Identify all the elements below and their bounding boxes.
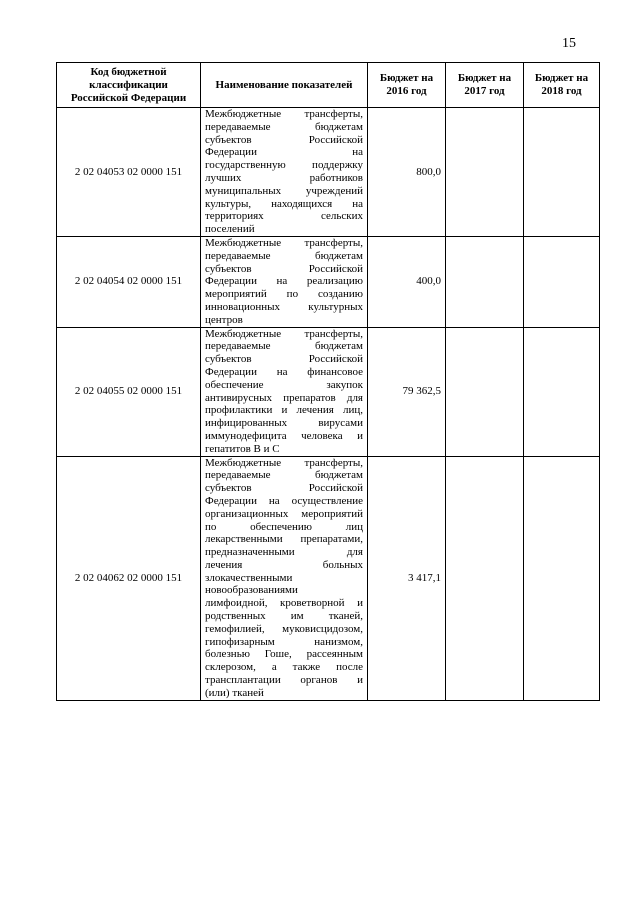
cell-name [201,236,368,327]
name-line: Межбюджетные трансферты, [205,236,363,249]
name-line: гипофизарным нанизмом, [205,635,363,648]
cell-code: 2 02 04055 02 0000 151 [57,327,201,456]
table-row [57,456,600,700]
page-number: 15 [562,36,576,51]
name-line: субъектов Российской [205,353,363,366]
name-line: лучших работников [205,171,363,184]
name-line: склерозом, а также после [205,661,363,674]
name-line: Федерации на реализацию [205,275,363,288]
cell-budget-2018 [524,108,600,237]
table-row [57,236,600,327]
name-line: по обеспечению лиц [205,520,363,533]
name-line: субъектов Российской [205,133,363,146]
cell-budget-2017 [446,236,524,327]
header-code: Код бюджетной классификации Российской Федерации [57,63,201,108]
table-header-row [57,63,600,108]
cell-budget-2016: 800,0 [368,108,446,237]
name-line: гепатитов В и С [205,442,280,455]
cell-code: 2 02 04062 02 0000 151 [57,456,201,700]
name-line: культуры, находящихся на [205,197,363,210]
name-line: профилактики и лечения лиц, [205,404,363,417]
cell-budget-2018 [524,456,600,700]
cell-budget-2016: 79 362,5 [368,327,446,456]
cell-budget-2018 [524,327,600,456]
header-budget-2018: Бюджет на 2018 год [524,63,600,108]
name-line: лимфоидной, кроветворной и [205,597,363,610]
name-line: (или) тканей [205,686,264,699]
name-line: Межбюджетные трансферты, [205,108,363,120]
name-line: гемофилией, муковисцидозом, [205,622,363,635]
name-line: инфицированных вирусами [205,417,363,430]
name-line: субъектов Российской [205,262,363,275]
name-line: родственных им тканей, [205,610,363,623]
cell-budget-2016: 400,0 [368,236,446,327]
name-line: центров [205,313,243,326]
header-budget-2017: Бюджет на 2017 год [446,63,524,108]
name-line: злокачественными [205,571,293,584]
name-line: субъектов Российской [205,482,363,495]
name-line: лекарственными препаратами, [205,533,363,546]
table-row [57,108,600,237]
name-line: передаваемые бюджетам [205,340,363,353]
cell-name [201,456,368,700]
name-line: территориях сельских [205,210,363,223]
header-name: Наименование показателей [201,63,368,108]
name-line: организационных мероприятий [205,507,363,520]
cell-name [201,327,368,456]
name-line: Федерации на финансовое [205,365,363,378]
name-line: государственную поддержку [205,159,363,172]
name-line: трансплантации органов и [205,674,363,687]
cell-budget-2017 [446,108,524,237]
name-line: передаваемые бюджетам [205,469,363,482]
budget-table [56,62,600,701]
name-line: мероприятий по созданию [205,288,363,301]
name-line: иммунодефицита человека и [205,429,363,442]
name-line: передаваемые бюджетам [205,249,363,262]
name-line: новообразованиями [205,584,298,597]
name-line: болезнью Гоше, рассеянным [205,648,363,661]
cell-budget-2017 [446,327,524,456]
name-line: Федерации на осуществление [205,494,363,507]
name-line: обеспечение закупок [205,378,363,391]
cell-name [201,108,368,237]
header-budget-2016: Бюджет на 2016 год [368,63,446,108]
name-line: муниципальных учреждений [205,184,363,197]
name-line: инновационных культурных [205,300,363,313]
table-row [57,327,600,456]
name-line: поселений [205,223,255,236]
name-line: Межбюджетные трансферты, [205,456,363,469]
name-line: предназначенными для [205,546,363,559]
cell-budget-2018 [524,236,600,327]
name-line: передаваемые бюджетам [205,120,363,133]
cell-code: 2 02 04053 02 0000 151 [57,108,201,237]
cell-budget-2017 [446,456,524,700]
name-line: антивирусных препаратов для [205,391,363,404]
name-line: Федерации на [205,146,363,159]
cell-budget-2016: 3 417,1 [368,456,446,700]
name-line: лечения больных [205,558,363,571]
cell-code: 2 02 04054 02 0000 151 [57,236,201,327]
name-line: Межбюджетные трансферты, [205,327,363,340]
